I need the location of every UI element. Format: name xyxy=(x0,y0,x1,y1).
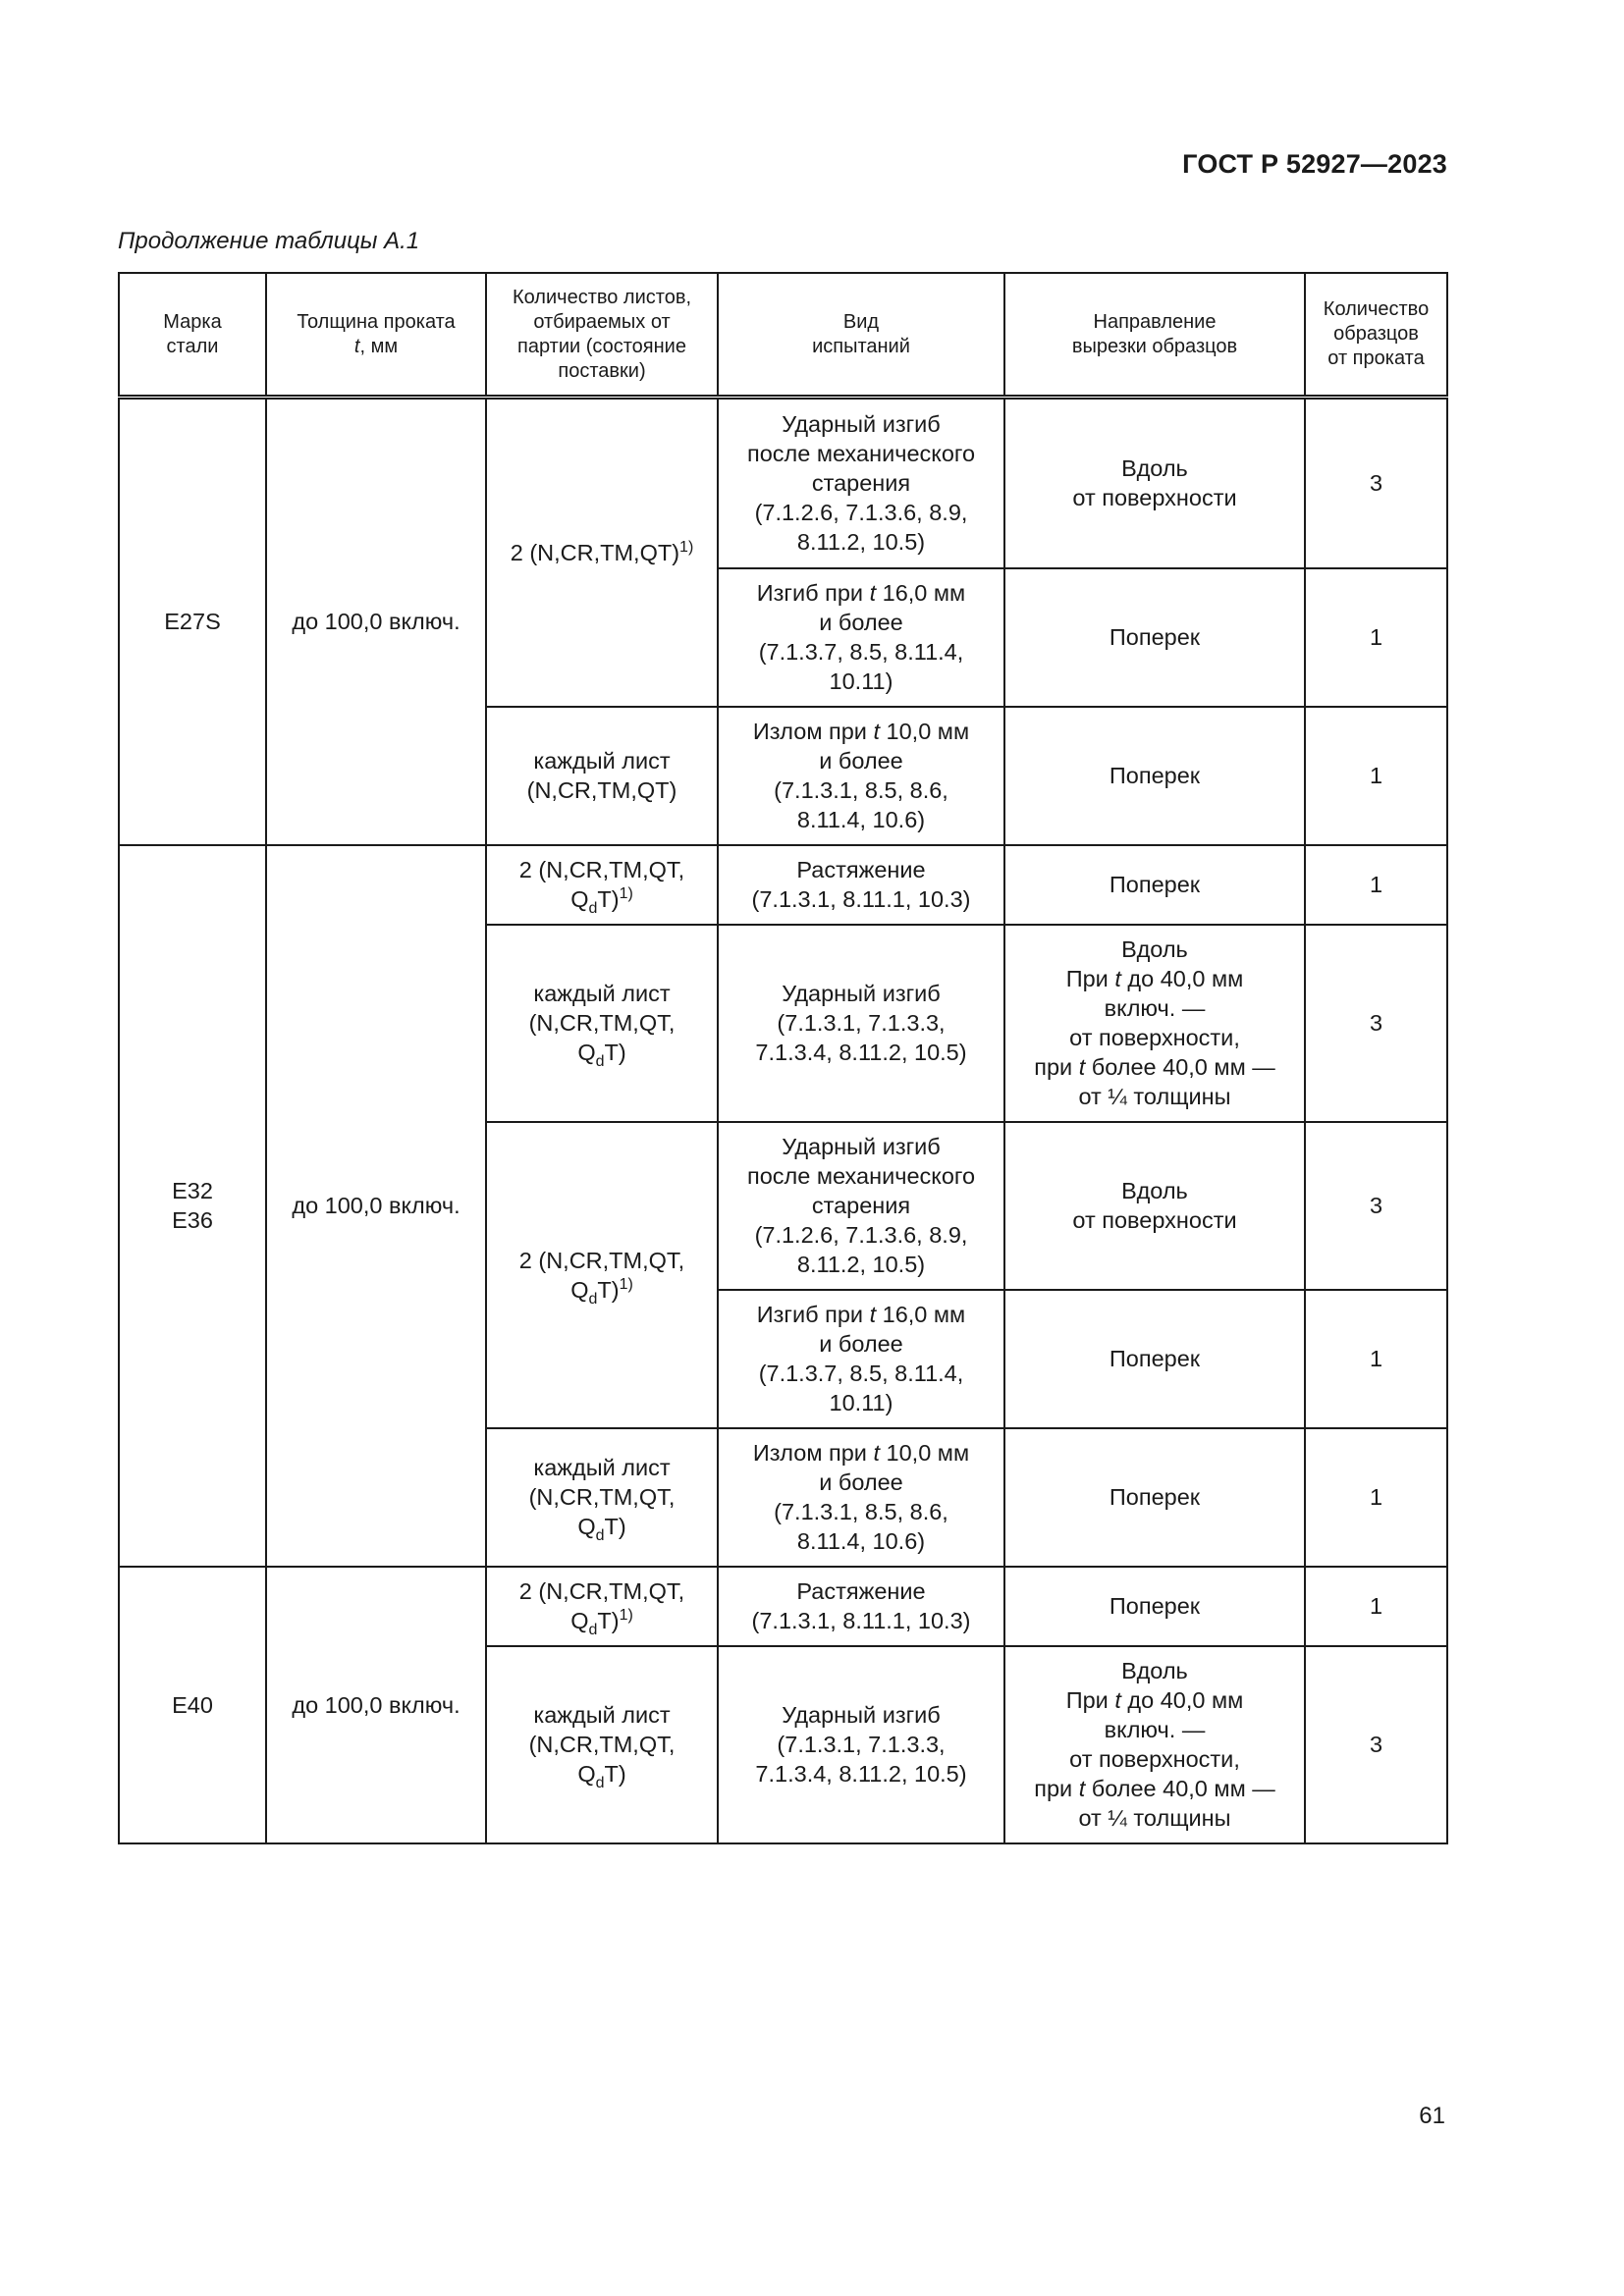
test-cell: Излом при t 10,0 мм и более (7.1.3.1, 8.5, 8.6, 8.11.4, 10.6) xyxy=(718,707,1004,845)
direction-cell: Поперек xyxy=(1004,845,1305,925)
sheet-count-cell: 2 $(N,CR,TM,QT)^{1)}$ xyxy=(486,398,718,707)
test-cell: Ударный изгиб после механического старения (7.1.2.6, 7.1.3.6, 8.9, 8.11.2, 10.5) xyxy=(718,398,1004,568)
count-cell: 3 xyxy=(1305,1122,1447,1290)
direction-cell: Вдоль от поверхности xyxy=(1004,1122,1305,1290)
count-cell: 1 xyxy=(1305,1290,1447,1428)
count-cell: 1 xyxy=(1305,1567,1447,1646)
sheet-count-cell: 2 (N,CR,TM,QT, $Q_dT)^{1)}$ xyxy=(486,845,718,925)
test-cell: Растяжение (7.1.3.1, 8.11.1, 10.3) xyxy=(718,845,1004,925)
sampling-table xyxy=(118,272,1448,1844)
table-header-row xyxy=(119,273,1447,398)
count-cell: 1 xyxy=(1305,568,1447,707)
test-cell: Растяжение (7.1.3.1, 8.11.1, 10.3) xyxy=(718,1567,1004,1646)
direction-cell: Поперек xyxy=(1004,707,1305,845)
test-cell: Изгиб при t 16,0 мм и более (7.1.3.7, 8.5, 8.11.4, 10.11) xyxy=(718,1290,1004,1428)
direction-cell: Вдоль При t до 40,0 мм включ. — от поверхности, при t более 40,0 мм — от ¼ толщины xyxy=(1004,925,1305,1122)
thickness-cell: до 100,0 включ. xyxy=(266,398,486,845)
table-row xyxy=(119,1567,1447,1646)
count-cell: 3 xyxy=(1305,1646,1447,1843)
direction-cell: Поперек xyxy=(1004,1567,1305,1646)
header-cut-direction: Направление вырезки образцов xyxy=(1004,273,1305,398)
test-cell: Ударный изгиб (7.1.3.1, 7.1.3.3, 7.1.3.4, 8.11.2, 10.5) xyxy=(718,925,1004,1122)
count-cell: 1 xyxy=(1305,707,1447,845)
sheet-count-cell: каждый лист (N,CR,TM,QT, $Q_dT$) xyxy=(486,1428,718,1567)
test-cell: Изгиб при t 16,0 мм и более (7.1.3.7, 8.5, 8.11.4, 10.11) xyxy=(718,568,1004,707)
header-grade: Марка стали xyxy=(119,273,266,398)
count-cell: 3 xyxy=(1305,398,1447,568)
header-sheet-count: Количество листов, отбираемых от партии (состояние поставки) xyxy=(486,273,718,398)
direction-cell: Поперек xyxy=(1004,1428,1305,1567)
sheet-count-cell: каждый лист (N,CR,TM,QT) xyxy=(486,707,718,845)
header-thickness: Толщина проката t, мм xyxy=(266,273,486,398)
grade-cell: E40 xyxy=(119,1567,266,1843)
table-row xyxy=(119,845,1447,925)
test-cell: Излом при t 10,0 мм и более (7.1.3.1, 8.5, 8.6, 8.11.4, 10.6) xyxy=(718,1428,1004,1567)
direction-cell: Поперек xyxy=(1004,1290,1305,1428)
sheet-count-cell: каждый лист (N,CR,TM,QT, $Q_dT$) xyxy=(486,1646,718,1843)
count-cell: 3 xyxy=(1305,925,1447,1122)
test-cell: Ударный изгиб (7.1.3.1, 7.1.3.3, 7.1.3.4, 8.11.2, 10.5) xyxy=(718,1646,1004,1843)
count-cell: 1 xyxy=(1305,1428,1447,1567)
header-sample-count: Количество образцов от проката xyxy=(1305,273,1447,398)
grade-cell: E27S xyxy=(119,398,266,845)
direction-cell: Вдоль При t до 40,0 мм включ. — от поверхности, при t более 40,0 мм — от ¼ толщины xyxy=(1004,1646,1305,1843)
table-row xyxy=(119,398,1447,568)
standard-number: ГОСТ Р 52927—2023 xyxy=(1182,149,1447,179)
direction-cell: Поперек xyxy=(1004,568,1305,707)
grade-cell: E32 E36 xyxy=(119,845,266,1567)
sheet-count-cell: каждый лист (N,CR,TM,QT, $Q_dT$) xyxy=(486,925,718,1122)
page-number: 61 xyxy=(1419,2103,1445,2129)
header-test-type: Вид испытаний xyxy=(718,273,1004,398)
test-cell: Ударный изгиб после механического старения (7.1.2.6, 7.1.3.6, 8.9, 8.11.2, 10.5) xyxy=(718,1122,1004,1290)
count-cell: 1 xyxy=(1305,845,1447,925)
thickness-cell: до 100,0 включ. xyxy=(266,1567,486,1843)
direction-cell: Вдоль от поверхности xyxy=(1004,398,1305,568)
table-continuation-caption: Продолжение таблицы А.1 xyxy=(118,228,420,254)
thickness-cell: до 100,0 включ. xyxy=(266,845,486,1567)
sheet-count-cell: 2 (N,CR,TM,QT, $Q_dT)^{1)}$ xyxy=(486,1567,718,1646)
sheet-count-cell: 2 (N,CR,TM,QT, $Q_dT)^{1)}$ xyxy=(486,1122,718,1428)
